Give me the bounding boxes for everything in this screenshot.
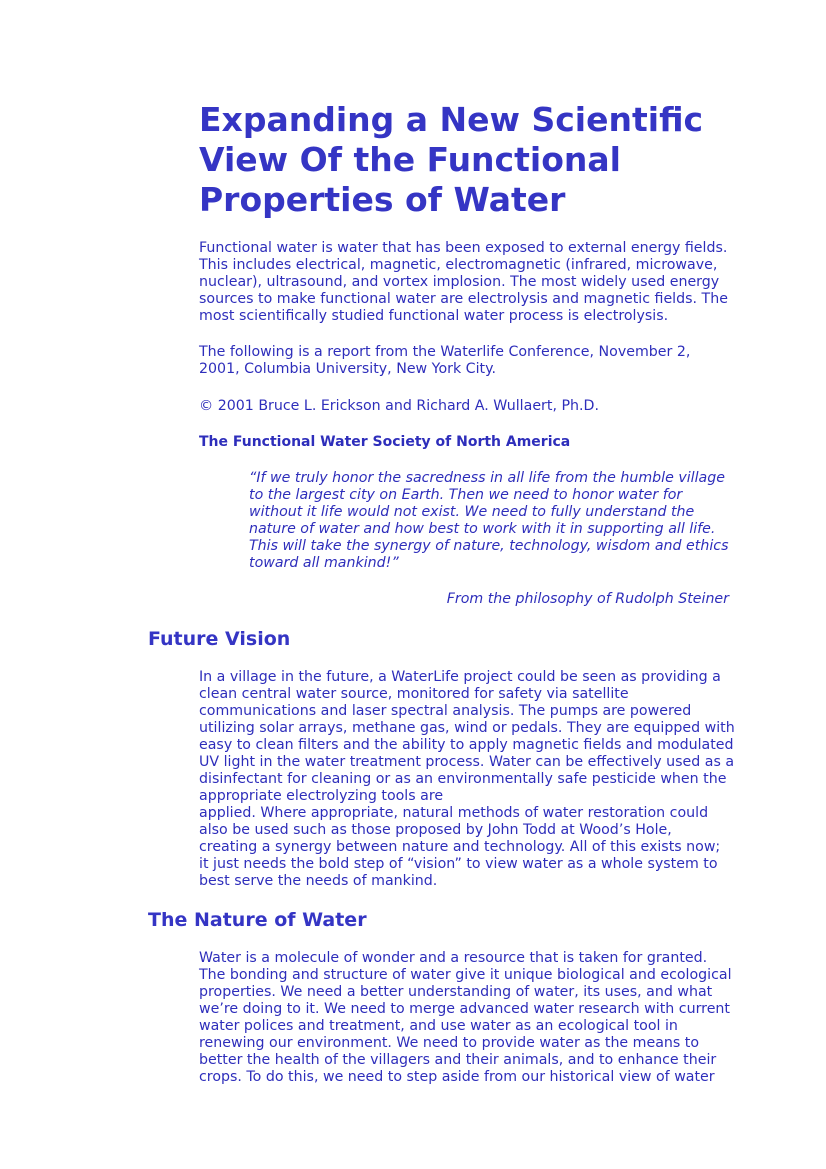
title-line: Expanding a New Scientific <box>199 100 704 139</box>
quote-line: This will take the synergy of nature, technology, wisdom and ethics <box>249 538 729 554</box>
quote-line: nature of water and how best to work with it in supporting all life. <box>249 521 716 537</box>
steiner-quote <box>249 470 739 572</box>
future-vision-line: best serve the needs of mankind. <box>199 873 438 889</box>
nature-of-water-line: we’re doing to it. We need to merge advanced water research with current <box>199 1001 730 1017</box>
quote-line: to the largest city on Earth. Then we need to honor water for <box>249 487 683 503</box>
future-vision-line: easy to clean filters and the ability to apply magnetic fields and modulated <box>199 737 734 753</box>
title-line: Properties of Water <box>199 180 566 219</box>
quote-line: toward all mankind!” <box>249 555 399 571</box>
nature-of-water-paragraph <box>199 950 739 1086</box>
nature-of-water-line: The bonding and structure of water give it unique biological and ecological <box>199 967 732 983</box>
report-line: 2001, Columbia University, New York City. <box>199 361 496 377</box>
nature-of-water-line: properties. We need a better understanding of water, its uses, and what <box>199 984 713 1000</box>
future-vision-line: utilizing solar arrays, methane gas, wind or pedals. They are equipped with <box>199 720 735 736</box>
report-line: The following is a report from the Waterlife Conference, November 2, <box>199 344 691 360</box>
nature-of-water-line: water polices and treatment, and use water as an ecological tool in <box>199 1018 678 1034</box>
quote-line: “If we truly honor the sacredness in all life from the humble village <box>249 470 725 486</box>
intro-line: nuclear), ultrasound, and vortex implosion. The most widely used energy <box>199 274 720 290</box>
copyright-line: © 2001 Bruce L. Erickson and Richard A. Wullaert, Ph.D. <box>199 398 599 414</box>
intro-line: Functional water is water that has been exposed to external energy fields. <box>199 240 728 256</box>
future-vision-paragraph <box>199 669 739 890</box>
future-vision-line: UV light in the water treatment process. Water can be effectively used as a <box>199 754 735 770</box>
future-vision-line: also be used such as those proposed by John Todd at Wood’s Hole, <box>199 822 672 838</box>
report-paragraph <box>199 344 739 378</box>
intro-paragraph <box>199 240 739 325</box>
society-name: The Functional Water Society of North America <box>199 434 571 450</box>
nature-of-water-line: crops. To do this, we need to step aside from our historical view of water <box>199 1069 715 1085</box>
copyright-notice <box>199 398 739 415</box>
section-heading-nature-of-water: The Nature of Water <box>148 909 367 931</box>
quote-attribution: From the philosophy of Rudolph Steiner <box>446 591 729 607</box>
section-heading-future-vision: Future Vision <box>148 628 291 650</box>
document-title <box>199 100 759 220</box>
future-vision-line: applied. Where appropriate, natural methods of water restoration could <box>199 805 709 821</box>
nature-of-water-line: better the health of the villagers and their animals, and to enhance their <box>199 1052 717 1068</box>
future-vision-line: communications and laser spectral analysis. The pumps are powered <box>199 703 692 719</box>
future-vision-line: clean central water source, monitored for safety via satellite <box>199 686 629 702</box>
future-vision-line: appropriate electrolyzing tools are <box>199 788 444 804</box>
future-vision-line: In a village in the future, a WaterLife project could be seen as providing a <box>199 669 721 685</box>
future-vision-line: disinfectant for cleaning or as an environmentally safe pesticide when the <box>199 771 727 787</box>
intro-line: This includes electrical, magnetic, electromagnetic (infrared, microwave, <box>199 257 718 273</box>
nature-of-water-line: renewing our environment. We need to provide water as the means to <box>199 1035 700 1051</box>
future-vision-line: it just needs the bold step of “vision” to view water as a whole system to <box>199 856 718 872</box>
quote-line: without it life would not exist. We need to fully understand the <box>249 504 695 520</box>
title-line: View Of the Functional <box>199 140 621 179</box>
intro-line: most scientifically studied functional water process is electrolysis. <box>199 308 669 324</box>
future-vision-line: creating a synergy between nature and technology. All of this exists now; <box>199 839 721 855</box>
nature-of-water-line: Water is a molecule of wonder and a resource that is taken for granted. <box>199 950 708 966</box>
intro-line: sources to make functional water are electrolysis and magnetic fields. The <box>199 291 728 307</box>
